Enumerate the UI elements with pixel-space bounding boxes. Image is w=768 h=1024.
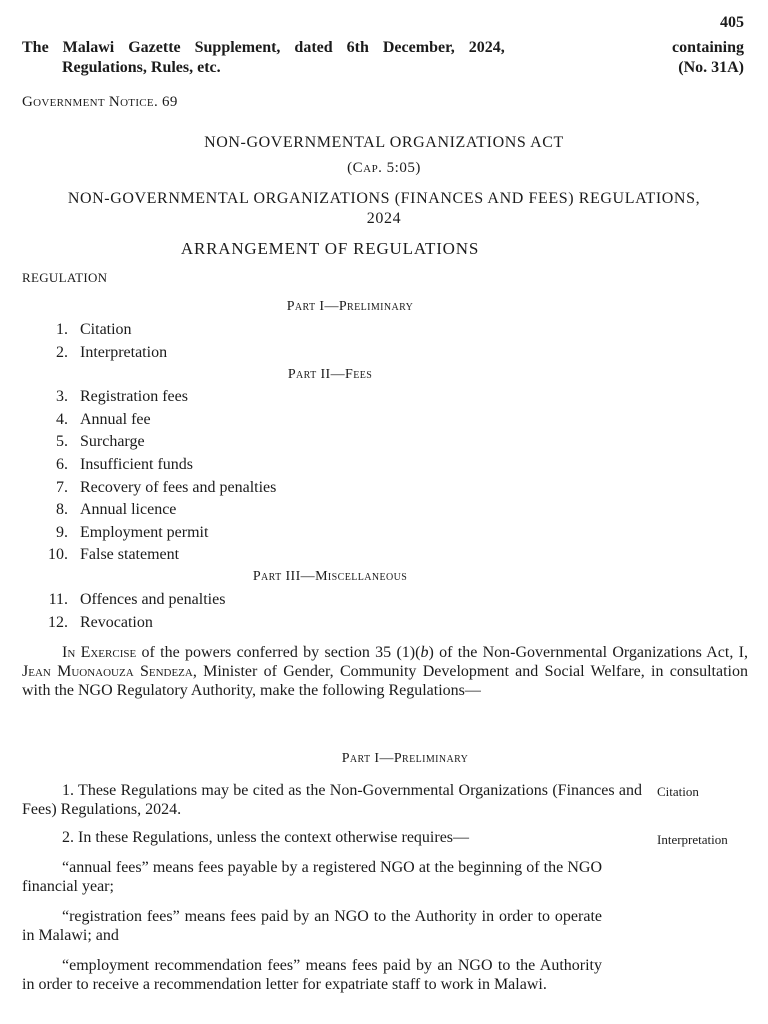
toc-item-number: 3.	[56, 388, 68, 405]
toc-item-label: Offences and penalties	[80, 591, 226, 608]
toc-item-number: 6.	[56, 456, 68, 473]
toc-item	[40, 456, 193, 474]
regulation-2-margin-note: Interpretation	[657, 832, 728, 847]
header-line1-left: The Malawi Gazette Supplement, dated 6th December, 2024,	[22, 39, 505, 56]
header-line2-right: (No. 31A)	[678, 59, 744, 76]
toc-item	[40, 388, 188, 406]
page-number: 405	[720, 14, 744, 31]
toc-item-label: Revocation	[80, 614, 153, 631]
chapter-reference: (Cap. 5:05)	[347, 160, 421, 176]
toc-item	[40, 501, 176, 519]
toc-item-label: Interpretation	[80, 344, 168, 361]
header-line1-right: containing	[671, 39, 744, 56]
toc-item-label: False statement	[80, 546, 180, 563]
toc-item	[40, 546, 179, 564]
gazette-header	[22, 38, 744, 78]
toc-item	[40, 614, 153, 632]
definition-employment-recommendation-fees: “employment recommendation fees” means fees paid by an NGO to the Authority in order to receive a recommendation letter for expatriate staff to work in Malawi.	[22, 957, 602, 993]
minister-name: Jean Muonaouza Sendeza	[22, 663, 193, 680]
definition-annual-fees: “annual fees” means fees payable by a registered NGO at the beginning of the NGO financial year;	[22, 859, 602, 895]
regulation-1-margin-note: Citation	[657, 784, 699, 799]
arrangement-title: ARRANGEMENT OF REGULATIONS	[180, 239, 480, 258]
regulation-column-label: REGULATION	[22, 270, 108, 285]
toc-item-label: Citation	[80, 321, 132, 338]
toc-item-number: 1.	[56, 321, 68, 338]
toc-item-label: Registration fees	[80, 388, 188, 405]
toc-item	[40, 411, 151, 429]
preamble-text-b: ) of the Non-Governmental Organizations Act, I,	[428, 644, 748, 661]
toc-item-number: 7.	[56, 479, 68, 496]
toc-item-number: 9.	[56, 524, 68, 541]
regulations-title: NON-GOVERNMENTAL ORGANIZATIONS (FINANCES AND FEES) REGULATIONS, 2024	[67, 190, 701, 227]
toc-item-number: 8.	[56, 501, 68, 518]
toc-item	[40, 591, 225, 609]
toc-item	[40, 321, 132, 339]
preamble	[22, 643, 748, 700]
toc-item-number: 12.	[48, 614, 68, 631]
toc-item-number: 4.	[56, 411, 68, 428]
preamble-italic: b	[420, 644, 429, 661]
toc-item-label: Recovery of fees and penalties	[80, 479, 277, 496]
toc-item-number: 11.	[48, 591, 68, 608]
toc-item-number: 2.	[56, 344, 68, 361]
preamble-text-a: of the powers conferred by section 35 (1)(	[136, 644, 421, 661]
toc-item-label: Surcharge	[80, 433, 145, 450]
toc-part-1-heading: Part I—Preliminary	[286, 299, 414, 314]
toc-item-number: 10.	[48, 546, 68, 563]
preamble-text-c: , Minister of Gender, Community Development and Social Welfare, in consultation with the NGO Regulatory Authority, make the following Regulations—	[22, 663, 748, 699]
toc-part-2-heading: Part II—Fees	[287, 367, 373, 382]
toc-item	[40, 479, 276, 497]
act-title: NON-GOVERNMENTAL ORGANIZATIONS ACT	[204, 134, 564, 151]
regulation-1-text: 1. These Regulations may be cited as the Non-Governmental Organizations (Finances and Fees) Regulations, 2024.	[22, 782, 642, 818]
toc-item	[40, 344, 167, 362]
toc-item	[40, 433, 145, 451]
preamble-lead: In Exercise	[62, 644, 137, 661]
body-part-1-heading: Part I—Preliminary	[341, 751, 469, 766]
regulation-2-text: 2. In these Regulations, unless the context otherwise requires—	[62, 829, 470, 846]
toc-item-label: Employment permit	[80, 524, 209, 541]
toc-item-label: Insufficient funds	[80, 456, 194, 473]
toc-item-label: Annual licence	[80, 501, 177, 518]
toc-item-number: 5.	[56, 433, 68, 450]
toc-item-label: Annual fee	[80, 411, 151, 428]
toc-part-3-heading: Part III—Miscellaneous	[252, 569, 408, 584]
definition-registration-fees: “registration fees” means fees paid by an NGO to the Authority in order to operate in Malawi; and	[22, 908, 602, 944]
government-notice: Government Notice. 69	[22, 94, 178, 110]
toc-item	[40, 524, 208, 542]
header-line2-left: Regulations, Rules, etc.	[62, 59, 221, 76]
